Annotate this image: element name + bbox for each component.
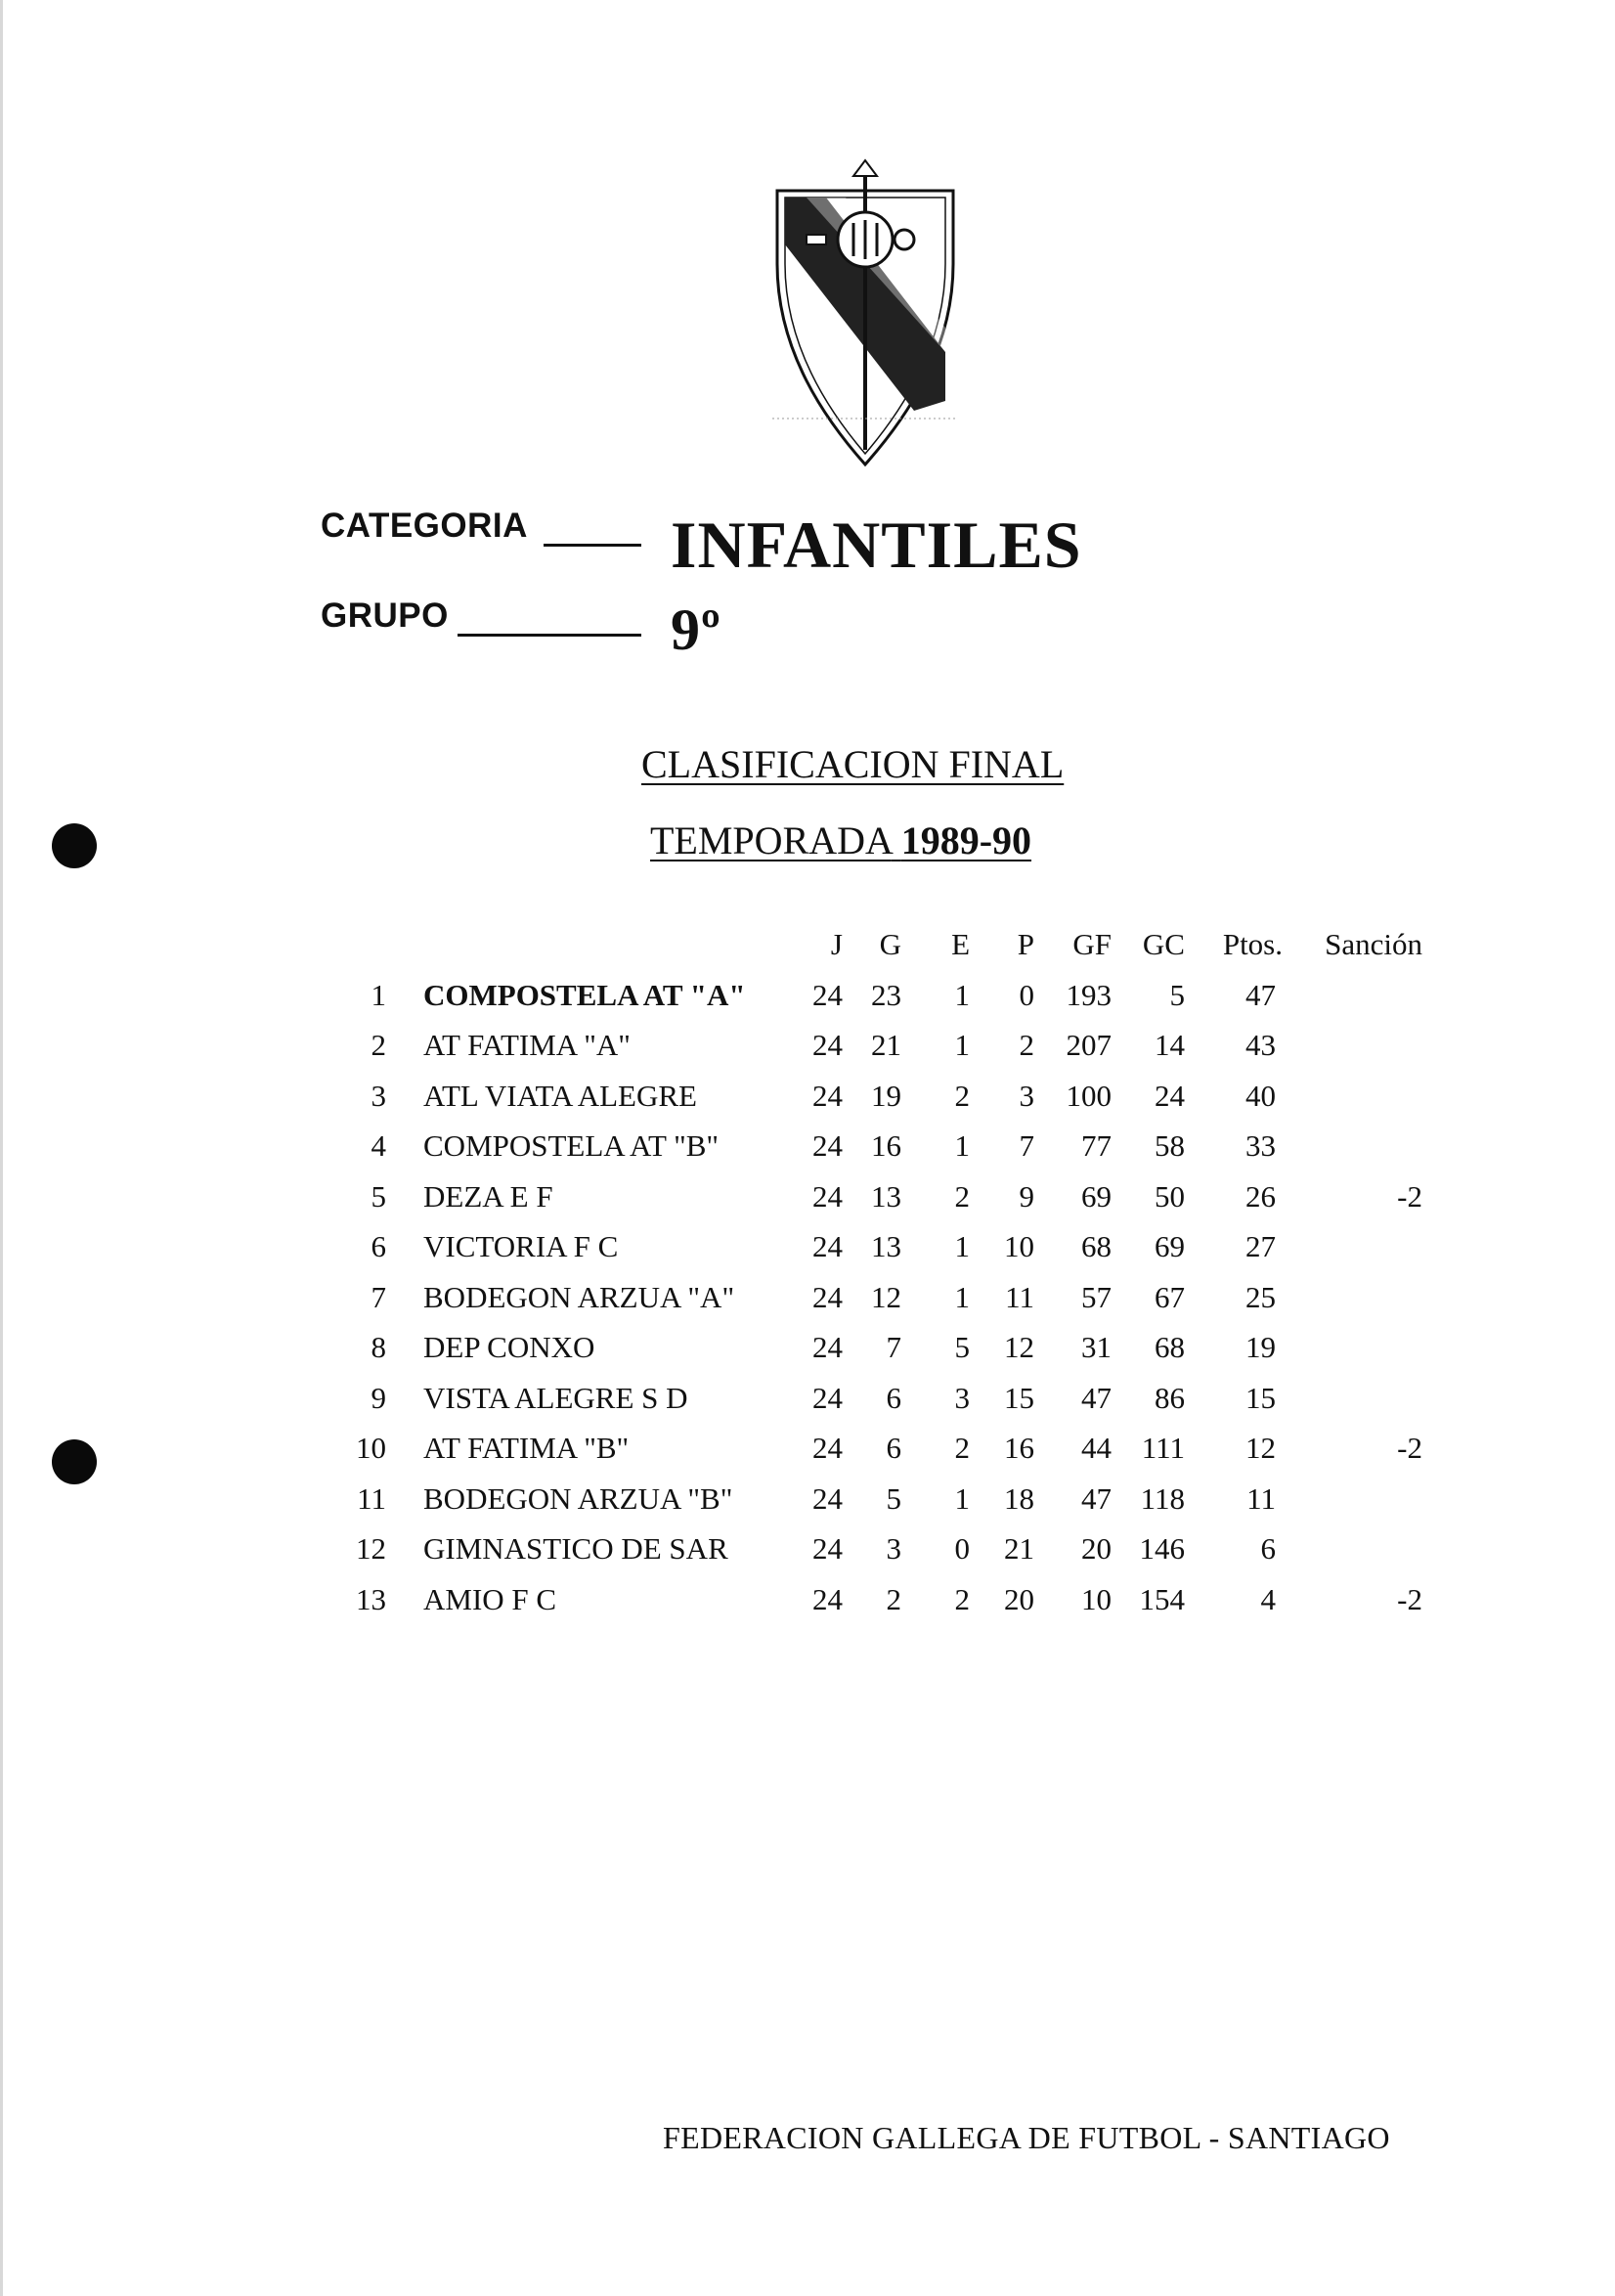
row-g: 6 <box>886 1380 901 1415</box>
row-j: 24 <box>812 1229 843 1263</box>
row-g: 2 <box>886 1581 901 1616</box>
row-position: 6 <box>371 1229 386 1263</box>
row-ptos: 12 <box>1245 1431 1276 1465</box>
table-header-row <box>332 919 1447 970</box>
header-j: J <box>830 927 843 961</box>
row-p: 7 <box>1019 1128 1034 1163</box>
categoria-label: CATEGORIA <box>321 507 528 545</box>
row-j: 24 <box>812 1431 843 1465</box>
row-j: 24 <box>812 1330 843 1364</box>
row-position: 5 <box>371 1178 386 1214</box>
row-e: 1 <box>954 1028 970 1062</box>
header-e: E <box>951 927 970 961</box>
row-j: 24 <box>812 1480 843 1516</box>
row-team: AMIO F C <box>423 1581 557 1616</box>
row-gc: 50 <box>1155 1178 1185 1214</box>
row-gc: 58 <box>1155 1128 1185 1163</box>
table-row <box>332 1071 1447 1122</box>
row-position: 8 <box>371 1330 386 1364</box>
row-gc: 154 <box>1139 1581 1185 1616</box>
grupo-value: 9º <box>671 597 721 662</box>
row-ptos: 47 <box>1245 977 1276 1012</box>
row-team: AT FATIMA "B" <box>423 1431 630 1465</box>
row-gf: 31 <box>1081 1330 1112 1364</box>
row-g: 21 <box>871 1028 901 1062</box>
row-sancion: -2 <box>1397 1431 1422 1465</box>
row-position: 2 <box>371 1028 386 1062</box>
header-g: G <box>879 927 901 961</box>
row-sancion: -2 <box>1397 1178 1422 1214</box>
row-ptos: 6 <box>1260 1531 1276 1566</box>
row-p: 3 <box>1019 1078 1034 1113</box>
row-p: 2 <box>1019 1028 1034 1062</box>
grupo-line <box>458 634 641 637</box>
row-e: 1 <box>954 1279 970 1314</box>
row-ptos: 33 <box>1245 1128 1276 1163</box>
row-position: 9 <box>371 1380 386 1415</box>
row-e: 2 <box>954 1178 970 1214</box>
row-gc: 111 <box>1141 1431 1185 1465</box>
row-gf: 10 <box>1081 1581 1112 1616</box>
row-gc: 14 <box>1155 1028 1185 1062</box>
row-gf: 207 <box>1066 1028 1112 1062</box>
row-position: 1 <box>371 977 386 1012</box>
row-gc: 86 <box>1155 1380 1185 1415</box>
row-p: 15 <box>1004 1380 1034 1415</box>
punch-hole-bottom <box>52 1439 97 1484</box>
row-p: 10 <box>1004 1229 1034 1263</box>
clasificacion-title: CLASIFICACION FINAL <box>641 742 1065 786</box>
row-p: 16 <box>1004 1431 1034 1465</box>
row-p: 0 <box>1019 977 1034 1012</box>
row-position: 11 <box>357 1480 386 1516</box>
row-ptos: 19 <box>1245 1330 1276 1364</box>
row-e: 2 <box>954 1078 970 1113</box>
row-e: 0 <box>954 1531 970 1566</box>
row-j: 24 <box>812 1531 843 1566</box>
header-p: P <box>1017 927 1034 961</box>
table-row <box>332 1474 1447 1524</box>
row-gc: 5 <box>1169 977 1185 1012</box>
temporada-line <box>650 817 1031 863</box>
row-team: ATL VIATA ALEGRE <box>423 1078 697 1113</box>
row-p: 11 <box>1005 1279 1034 1314</box>
row-ptos: 43 <box>1245 1028 1276 1062</box>
row-gc: 146 <box>1139 1531 1185 1566</box>
row-ptos: 27 <box>1245 1229 1276 1263</box>
row-team: GIMNASTICO DE SAR <box>423 1531 728 1566</box>
row-gf: 47 <box>1081 1380 1112 1415</box>
row-gc: 68 <box>1155 1330 1185 1364</box>
row-gf: 100 <box>1066 1078 1112 1113</box>
row-e: 1 <box>954 1480 970 1516</box>
row-team: DEZA E F <box>423 1178 553 1214</box>
row-sancion: -2 <box>1397 1581 1422 1616</box>
row-j: 24 <box>812 1128 843 1163</box>
row-position: 12 <box>356 1531 386 1566</box>
row-e: 1 <box>954 1229 970 1263</box>
row-position: 7 <box>371 1279 386 1314</box>
row-g: 13 <box>871 1229 901 1263</box>
row-j: 24 <box>812 1178 843 1214</box>
row-e: 5 <box>954 1330 970 1364</box>
table-row <box>332 1272 1447 1323</box>
row-team: VISTA ALEGRE S D <box>423 1380 688 1415</box>
header-gc: GC <box>1142 927 1185 961</box>
season-value: 1989-90 <box>900 818 1032 862</box>
row-g: 23 <box>871 977 901 1012</box>
row-g: 6 <box>886 1431 901 1465</box>
row-ptos: 4 <box>1260 1581 1276 1616</box>
row-ptos: 26 <box>1245 1178 1276 1214</box>
row-team: BODEGON ARZUA "A" <box>423 1279 735 1314</box>
table-row <box>332 1322 1447 1373</box>
row-ptos: 25 <box>1245 1279 1276 1314</box>
row-team: COMPOSTELA AT "B" <box>423 1128 720 1163</box>
page-edge <box>0 0 3 2296</box>
table-row <box>332 1574 1447 1625</box>
table-row <box>332 1171 1447 1222</box>
categoria-value: INFANTILES <box>671 508 1082 582</box>
row-p: 21 <box>1004 1531 1034 1566</box>
categoria-line <box>544 544 641 547</box>
row-e: 3 <box>954 1380 970 1415</box>
row-position: 3 <box>371 1078 386 1113</box>
row-gf: 44 <box>1081 1431 1112 1465</box>
row-j: 24 <box>812 977 843 1012</box>
federation-footer: FEDERACION GALLEGA DE FUTBOL - SANTIAGO <box>663 2120 1390 2155</box>
table-row <box>332 1423 1447 1474</box>
row-team: DEP CONXO <box>423 1330 595 1364</box>
temporada-label: TEMPORADA <box>650 818 892 862</box>
row-ptos: 40 <box>1245 1078 1276 1113</box>
row-gf: 47 <box>1081 1480 1112 1516</box>
row-j: 24 <box>812 1078 843 1113</box>
row-e: 1 <box>954 1128 970 1163</box>
row-j: 24 <box>812 1380 843 1415</box>
table-row <box>332 1523 1447 1574</box>
row-position: 4 <box>371 1128 386 1163</box>
row-ptos: 15 <box>1245 1380 1276 1415</box>
row-team: COMPOSTELA AT "A" <box>423 977 746 1012</box>
row-g: 12 <box>871 1279 901 1314</box>
header-gf: GF <box>1072 927 1112 961</box>
table-row <box>332 1221 1447 1272</box>
row-gf: 57 <box>1081 1279 1112 1314</box>
row-position: 13 <box>356 1581 386 1616</box>
row-p: 9 <box>1019 1178 1034 1214</box>
row-gf: 20 <box>1081 1531 1112 1566</box>
row-e: 1 <box>954 977 970 1012</box>
row-e: 2 <box>954 1581 970 1616</box>
header-ptos: Ptos. <box>1222 927 1283 961</box>
row-gc: 118 <box>1140 1480 1185 1516</box>
row-j: 24 <box>812 1028 843 1062</box>
table-row <box>332 970 1447 1021</box>
table-row <box>332 1373 1447 1424</box>
row-g: 3 <box>886 1531 901 1566</box>
row-p: 18 <box>1004 1480 1034 1516</box>
row-p: 12 <box>1004 1330 1034 1364</box>
row-p: 20 <box>1004 1581 1034 1616</box>
row-gf: 193 <box>1066 977 1112 1012</box>
row-position: 10 <box>356 1431 386 1465</box>
row-g: 16 <box>871 1128 901 1163</box>
table-row <box>332 1121 1447 1171</box>
row-g: 19 <box>871 1078 901 1113</box>
standings-table <box>332 919 1447 1624</box>
row-ptos: 11 <box>1246 1480 1276 1516</box>
punch-hole-top <box>52 823 97 868</box>
row-g: 13 <box>871 1178 901 1214</box>
header-sancion: Sanción <box>1325 927 1422 961</box>
row-j: 24 <box>812 1279 843 1314</box>
row-g: 7 <box>886 1330 901 1364</box>
row-gc: 69 <box>1155 1229 1185 1263</box>
row-gf: 68 <box>1081 1229 1112 1263</box>
federation-crest-icon <box>767 156 963 469</box>
row-team: BODEGON ARZUA "B" <box>423 1480 733 1516</box>
row-gf: 77 <box>1081 1128 1112 1163</box>
row-e: 2 <box>954 1431 970 1465</box>
row-team: AT FATIMA "A" <box>423 1028 631 1062</box>
row-j: 24 <box>812 1581 843 1616</box>
row-g: 5 <box>886 1480 901 1516</box>
row-gc: 24 <box>1155 1078 1185 1113</box>
row-gc: 67 <box>1155 1279 1185 1314</box>
row-gf: 69 <box>1081 1178 1112 1214</box>
row-team: VICTORIA F C <box>423 1229 619 1263</box>
table-row <box>332 1020 1447 1071</box>
grupo-label: GRUPO <box>321 596 449 635</box>
